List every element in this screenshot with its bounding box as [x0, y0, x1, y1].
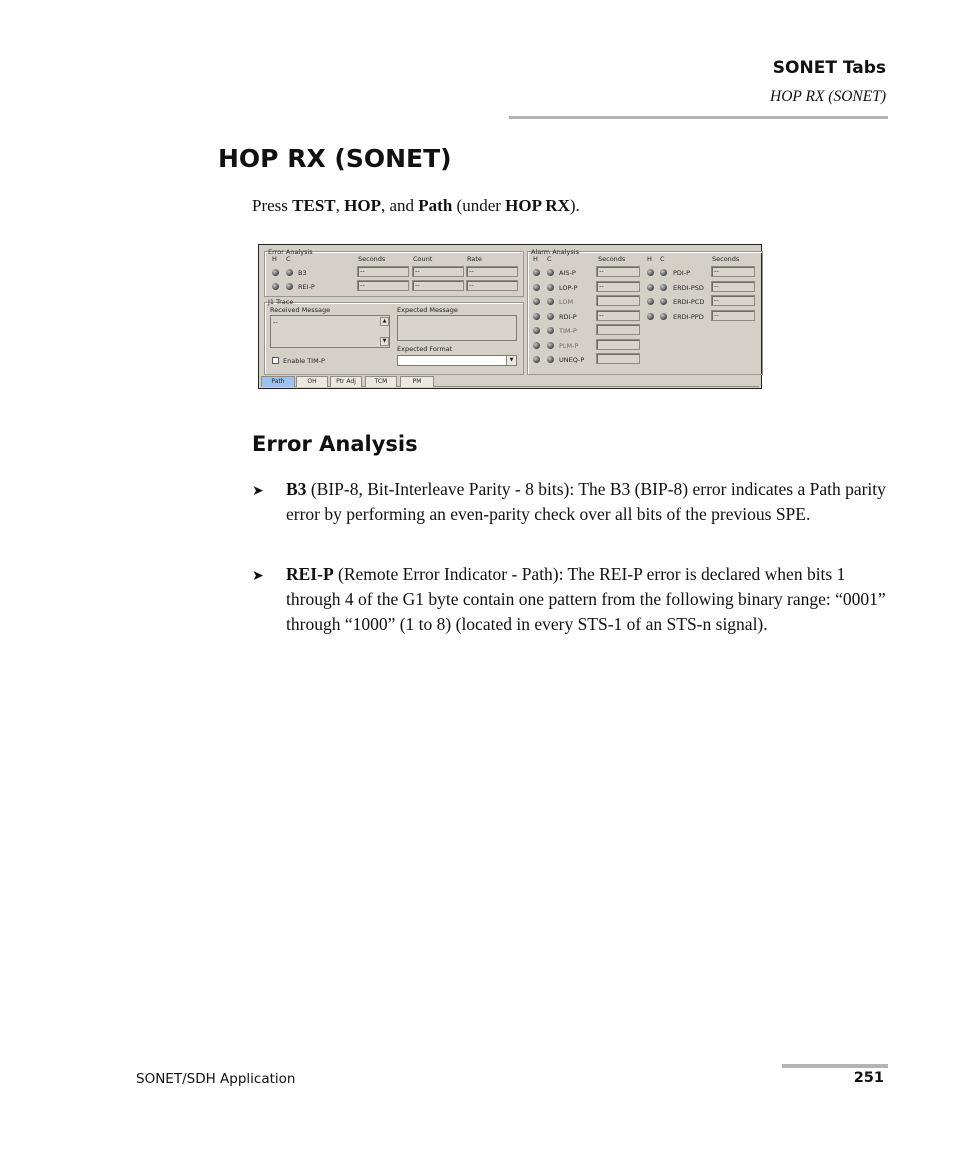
- plm-p-seconds-field: [596, 339, 640, 350]
- uneq-p-seconds-field: [596, 353, 640, 364]
- tab-oh[interactable]: OH: [296, 376, 328, 387]
- history-led: [533, 327, 540, 334]
- history-led: [647, 284, 654, 291]
- count-column-label: Count: [413, 255, 433, 263]
- error-row-label: REI-P: [298, 283, 315, 291]
- term-b3: B3: [286, 479, 307, 499]
- tim-p-seconds-field: [596, 324, 640, 335]
- intro-text: Press: [252, 196, 293, 215]
- tab-ptr-adj[interactable]: Ptr Adj: [330, 376, 362, 387]
- c-column-label: C: [547, 255, 552, 263]
- history-led: [647, 269, 654, 276]
- error-row-label: B3: [298, 269, 307, 277]
- intro-test: TEST: [292, 196, 336, 215]
- running-header-section: SONET Tabs: [772, 58, 886, 78]
- c-column-label: C: [660, 255, 665, 263]
- history-led: [533, 313, 540, 320]
- section-title: Error Analysis: [252, 432, 418, 456]
- bullet-arrow-icon: ➤: [252, 484, 264, 499]
- c-column-label: C: [286, 255, 291, 263]
- rdi-p-seconds-field: --: [596, 310, 640, 321]
- history-led: [533, 356, 540, 363]
- intro-text: ,: [335, 196, 345, 215]
- page-title: HOP RX (SONET): [218, 144, 452, 173]
- error-analysis-title: Error Analysis: [268, 248, 313, 256]
- current-led: [547, 356, 554, 363]
- bullet-text: (BIP-8, Bit-Interleave Parity - 8 bits): The B3 (BIP-8) error indicates a Path parity error by performing an even-parity check over all bits of the previous SPE.: [286, 479, 886, 524]
- alarm-label-erdi-psd: ERDI-PSD: [673, 284, 704, 292]
- footer-title: SONET/SDH Application: [136, 1071, 296, 1087]
- alarm-label-erdi-ppd: ERDI-PPD: [673, 313, 704, 321]
- enable-tim-p-checkbox[interactable]: [272, 357, 279, 364]
- pdi-p-seconds-field: --: [711, 266, 755, 277]
- bullet-text: (Remote Error Indicator - Path): The REI-P error is declared when bits 1 through 4 of the G1 byte contain one pattern from the following binary range: “0001” through “1000” (1 to 8) (located in every STS-1 of an STS-n signal).: [286, 564, 886, 634]
- rei-p-rate-field: --: [466, 280, 518, 291]
- intro-text: , and: [380, 196, 419, 215]
- b3-seconds-field: --: [357, 266, 409, 277]
- tab-path[interactable]: Path: [261, 376, 295, 387]
- rei-p-seconds-field: --: [357, 280, 409, 291]
- intro-paragraph: [252, 196, 580, 216]
- alarm-label-plm-p: PLM-P: [559, 342, 579, 350]
- history-led: [533, 342, 540, 349]
- history-led: [647, 298, 654, 305]
- alarm-label-tim-p: TIM-P: [559, 327, 577, 335]
- header-rule: [509, 116, 888, 119]
- alarm-label-pdi-p: PDI-P: [673, 269, 691, 277]
- seconds-column-label: Seconds: [358, 255, 386, 263]
- history-led: [272, 269, 279, 276]
- current-led: [547, 327, 554, 334]
- history-led: [272, 283, 279, 290]
- alarm-label-lop-p: LOP-P: [559, 284, 578, 292]
- intro-path: Path: [418, 196, 453, 215]
- received-message-label: Received Message: [270, 306, 331, 314]
- expected-format-label: Expected Format: [397, 345, 453, 353]
- history-led: [533, 269, 540, 276]
- b3-rate-field: --: [466, 266, 518, 277]
- current-led: [660, 313, 667, 320]
- page-number: 251: [853, 1070, 884, 1086]
- current-led: [547, 298, 554, 305]
- history-led: [647, 313, 654, 320]
- intro-text: ).: [569, 196, 580, 215]
- current-led: [547, 284, 554, 291]
- rei-p-count-field: --: [412, 280, 464, 291]
- current-led: [660, 298, 667, 305]
- seconds-column-label: Seconds: [712, 255, 740, 263]
- intro-text: (under: [452, 196, 506, 215]
- erdi-pcd-seconds-field: --: [711, 295, 755, 306]
- bullet-rei-p: [286, 562, 886, 637]
- scroll-up-button[interactable]: ▲: [380, 317, 389, 326]
- expected-format-select[interactable]: [397, 355, 517, 366]
- current-led: [660, 284, 667, 291]
- alarm-label-uneq-p: UNEQ-P: [559, 356, 585, 364]
- tab-tcm[interactable]: TCM: [365, 376, 397, 387]
- current-led: [547, 313, 554, 320]
- current-led: [286, 269, 293, 276]
- b3-count-field: --: [412, 266, 464, 277]
- alarm-analysis-title: Alarm Analysis: [531, 248, 579, 256]
- h-column-label: H: [647, 255, 652, 263]
- received-message-area[interactable]: --: [270, 315, 390, 348]
- footer-rule: [782, 1064, 888, 1068]
- history-led: [533, 298, 540, 305]
- enable-tim-p-label: Enable TIM-P: [283, 357, 325, 365]
- expected-message-field[interactable]: [397, 315, 517, 341]
- history-led: [533, 284, 540, 291]
- current-led: [547, 269, 554, 276]
- bullet-arrow-icon: ➤: [252, 569, 264, 584]
- erdi-ppd-seconds-field: --: [711, 310, 755, 321]
- seconds-column-label: Seconds: [598, 255, 626, 263]
- scroll-down-button[interactable]: ▼: [380, 337, 389, 346]
- alarm-label-erdi-pcd: ERDI-PCD: [673, 298, 705, 306]
- alarm-label-lom: LOM: [559, 298, 574, 306]
- alarm-label-ais-p: AIS-P: [559, 269, 576, 277]
- rate-column-label: Rate: [467, 255, 482, 263]
- erdi-psd-seconds-field: --: [711, 281, 755, 292]
- lop-p-seconds-field: --: [596, 281, 640, 292]
- ais-p-seconds-field: --: [596, 266, 640, 277]
- bullet-b3: [286, 477, 886, 527]
- h-column-label: H: [533, 255, 538, 263]
- h-column-label: H: [272, 255, 277, 263]
- running-header-subsection: HOP RX (SONET): [770, 88, 886, 105]
- intro-hop-rx: HOP RX: [505, 196, 570, 215]
- current-led: [286, 283, 293, 290]
- term-rei-p: REI-P: [286, 564, 334, 584]
- current-led: [660, 269, 667, 276]
- tab-pm[interactable]: PM: [400, 376, 434, 387]
- j1-trace-title: J1 Trace: [268, 298, 294, 306]
- expected-message-label: Expected Message: [397, 306, 458, 314]
- current-led: [547, 342, 554, 349]
- chevron-down-icon: ▼: [506, 356, 516, 365]
- alarm-label-rdi-p: RDI-P: [559, 313, 577, 321]
- hop-rx-screenshot: [258, 244, 762, 389]
- lom-seconds-field: [596, 295, 640, 306]
- intro-hop: HOP: [344, 196, 381, 215]
